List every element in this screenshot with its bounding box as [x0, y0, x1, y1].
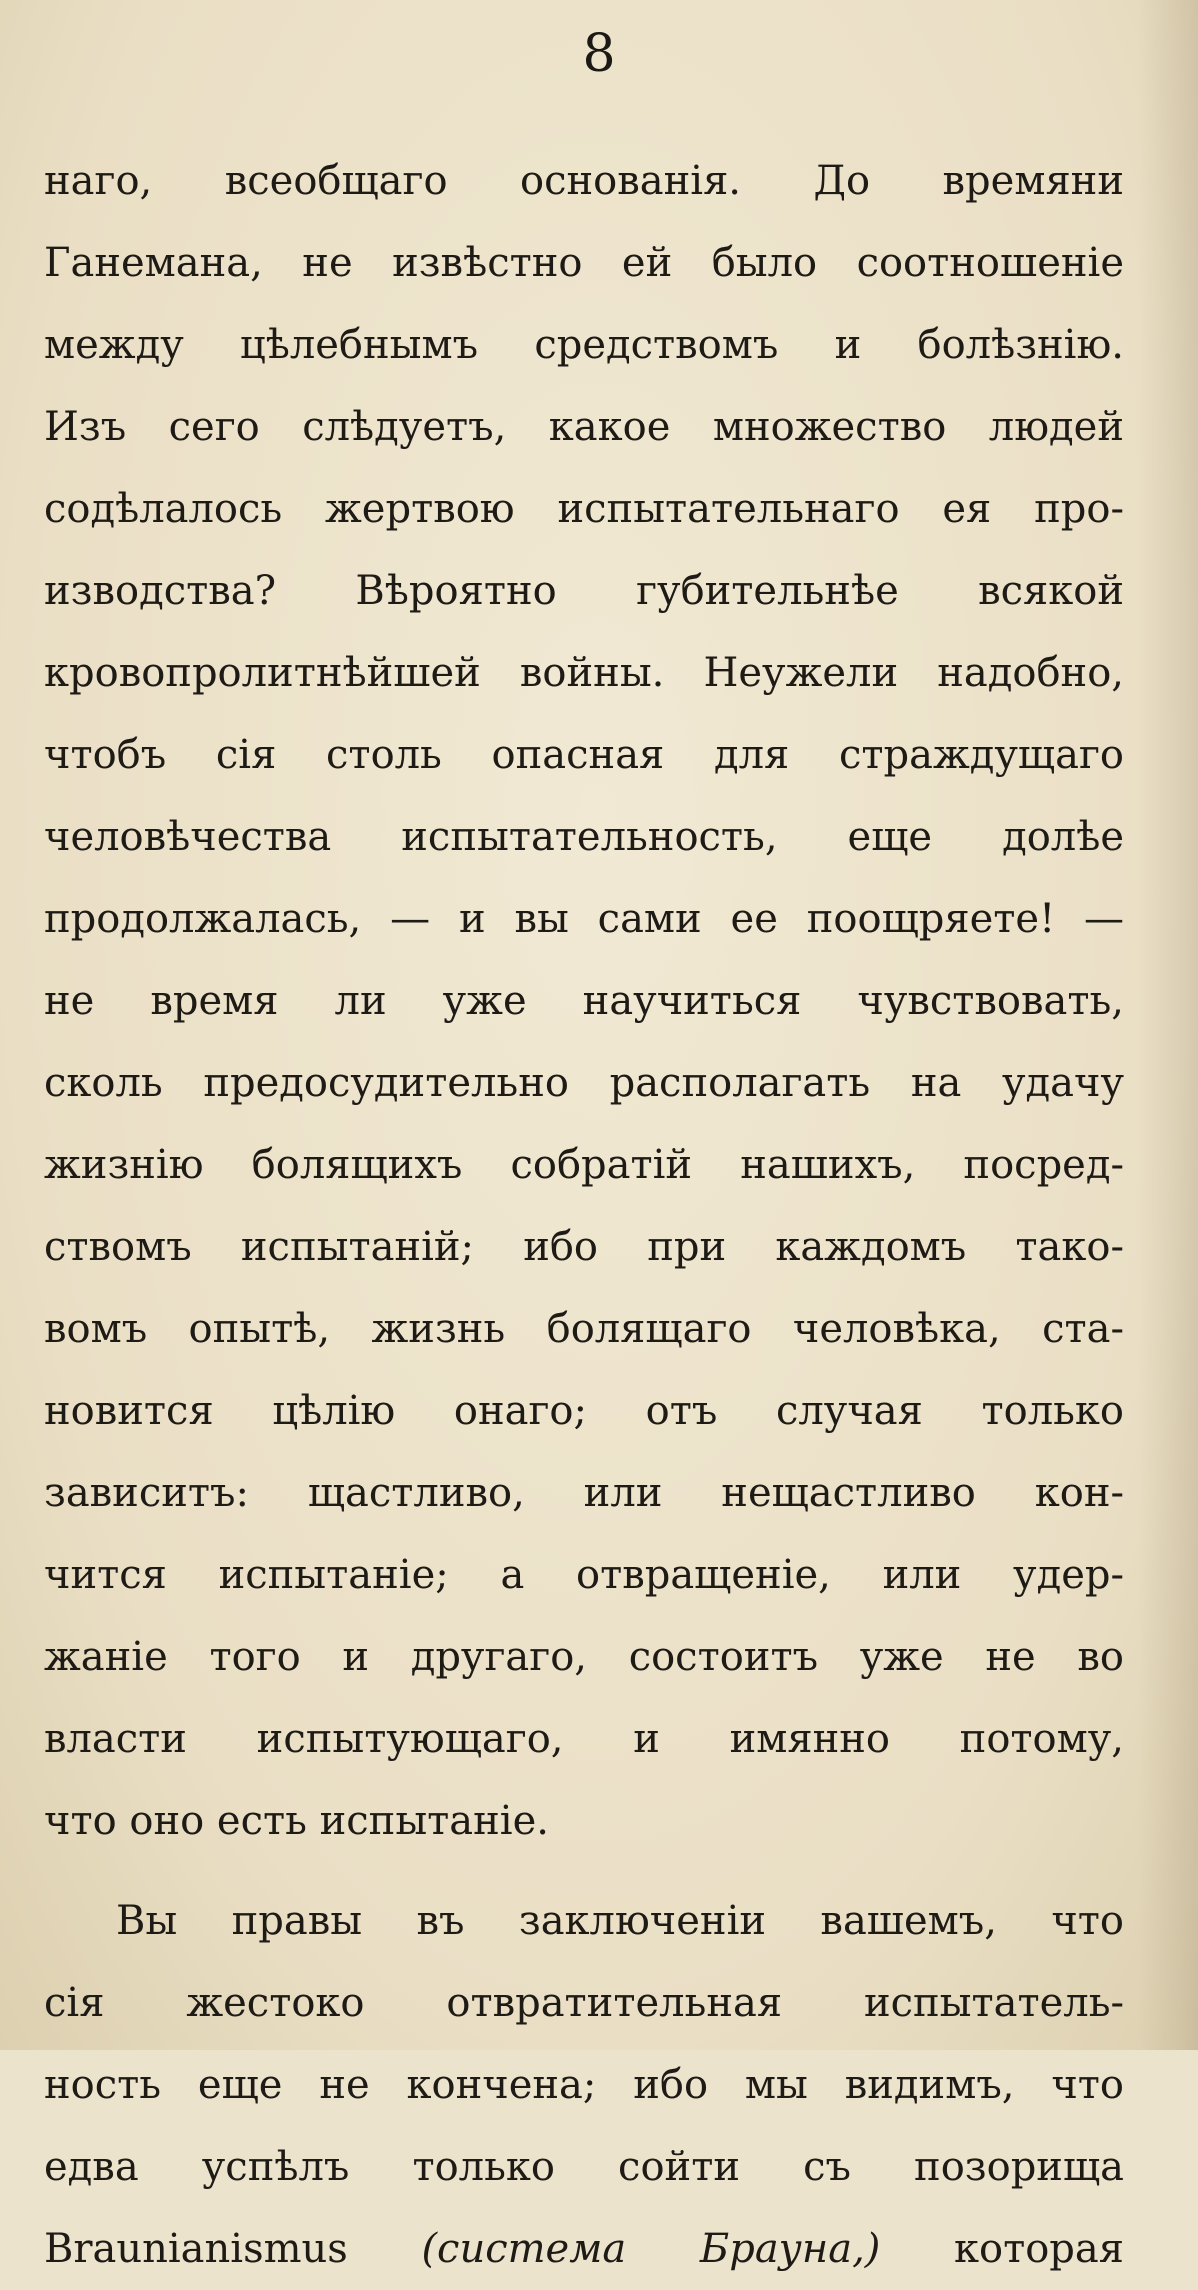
text-line: сія жестоко отвратительная испытатель- [44, 1980, 1124, 2026]
text-line: ность еще не кончена; ибо мы видимъ, что [44, 2062, 1124, 2108]
text-line: между цѣлебнымъ средствомъ и болѣзнію. [44, 322, 1124, 368]
text-line: Ганемана, не извѣстно ей было соотношеніе [44, 240, 1124, 286]
page-gutter-shadow [1138, 0, 1198, 2050]
text-line: содѣлалось жертвою испытательнаго ея про- [44, 486, 1124, 532]
text-line: не время ли уже научиться чувствовать, [44, 978, 1124, 1024]
text-line: что оно есть испытаніе. [44, 1798, 549, 1844]
text-line: изводства? Вѣроятно губительнѣе всякой [44, 568, 1124, 614]
italic-gloss: (система Брауна,) [421, 2226, 881, 2272]
text-line: ствомъ испытаній; ибо при каждомъ тако- [44, 1224, 1124, 1270]
body-text [44, 140, 1124, 2290]
line-end-word: которая [954, 2226, 1124, 2272]
text-line: вомъ опытѣ, жизнь болящаго человѣка, ста- [44, 1306, 1124, 1352]
text-line: едва успѣлъ только сойти съ позорища [44, 2144, 1124, 2190]
text-line-last [44, 2208, 1124, 2290]
text-line: чится испытаніе; а отвращеніе, или удер- [44, 1552, 1124, 1598]
text-line: Вы правы въ заключеніи вашемъ, что [116, 1898, 1124, 1944]
paragraph-2 [44, 1880, 1124, 2208]
text-line: сколь предосудительно располагать на удачу [44, 1060, 1124, 1106]
text-line: чтобъ сія столь опасная для страждущаго [44, 732, 1124, 778]
page-number: 8 [582, 24, 616, 84]
text-line: наго, всеобщаго основанія. До времяни [44, 158, 1124, 204]
text-line: человѣчества испытательность, еще долѣе [44, 814, 1124, 860]
text-line: новится цѣлію онаго; отъ случая только [44, 1388, 1124, 1434]
text-line: власти испытующаго, и имянно потому, [44, 1716, 1124, 1762]
latin-term: Braunianismus [44, 2226, 348, 2272]
text-line: жизнію болящихъ собратій нашихъ, посред- [44, 1142, 1124, 1188]
text-line: Изъ сего слѣдуетъ, какое множество людей [44, 404, 1124, 450]
text-line: жаніе того и другаго, состоитъ уже не во [44, 1634, 1124, 1680]
text-line: кровопролитнѣйшей войны. Неужели надобно, [44, 650, 1124, 696]
text-line: продолжалась, — и вы сами ее поощряете! — [44, 896, 1124, 942]
paragraph-1 [44, 140, 1124, 1862]
text-line: зависитъ: щастливо, или нещастливо кон- [44, 1470, 1124, 1516]
